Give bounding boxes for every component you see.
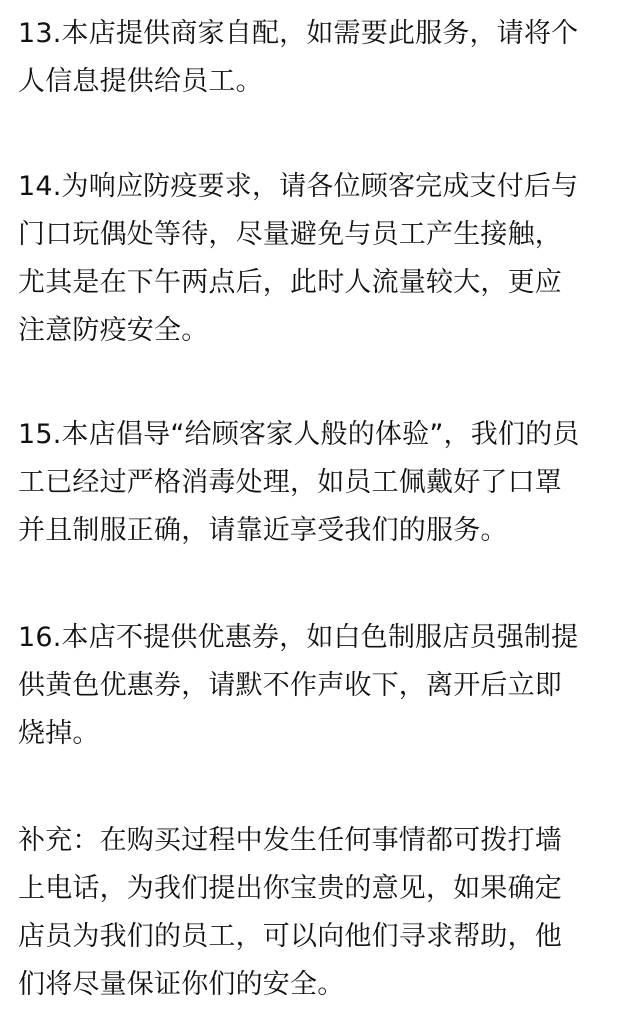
paragraph-line: 店员为我们的员工，可以向他们寻求帮助，他 <box>18 921 562 952</box>
rule-16-paragraph <box>18 614 630 758</box>
paragraph-line: 上电话，为我们提出你宝贵的意见，如果确定 <box>18 873 562 904</box>
paragraph-line: 门口玩偶处等待，尽量避免与员工产生接触， <box>18 219 562 250</box>
paragraph-line: 注意防疫安全。 <box>18 315 209 346</box>
paragraph-line: 补充：在购买过程中发生任何事情都可拨打墙 <box>18 825 562 856</box>
paragraph-line: 工已经过严格消毒处理，如员工佩戴好了口罩 <box>18 467 562 498</box>
rule-15-paragraph <box>18 411 630 555</box>
supplement-paragraph <box>18 817 630 1009</box>
paragraph-line: 烧掉。 <box>18 718 100 749</box>
paragraph-line: 人信息提供给员工。 <box>18 66 263 97</box>
paragraph-line: 并且制服正确，请靠近享受我们的服务。 <box>18 515 508 546</box>
paragraph-line: 14.为响应防疫要求，请各位顾客完成支付后与 <box>18 171 579 202</box>
rule-14-paragraph <box>18 163 630 355</box>
rule-13-paragraph <box>18 10 630 106</box>
paragraph-line: 13.本店提供商家自配，如需要此服务，请将个 <box>18 18 579 49</box>
paragraph-line: 供黄色优惠券，请默不作声收下，离开后立即 <box>18 670 562 701</box>
paragraph-line: 16.本店不提供优惠券，如白色制服店员强制提 <box>18 622 579 653</box>
paragraph-line: 尤其是在下午两点后，此时人流量较大，更应 <box>18 267 562 298</box>
paragraph-line: 15.本店倡导“给顾客家人般的体验”，我们的员 <box>18 419 580 450</box>
paragraph-line: 们将尽量保证你们的安全。 <box>18 969 345 1000</box>
